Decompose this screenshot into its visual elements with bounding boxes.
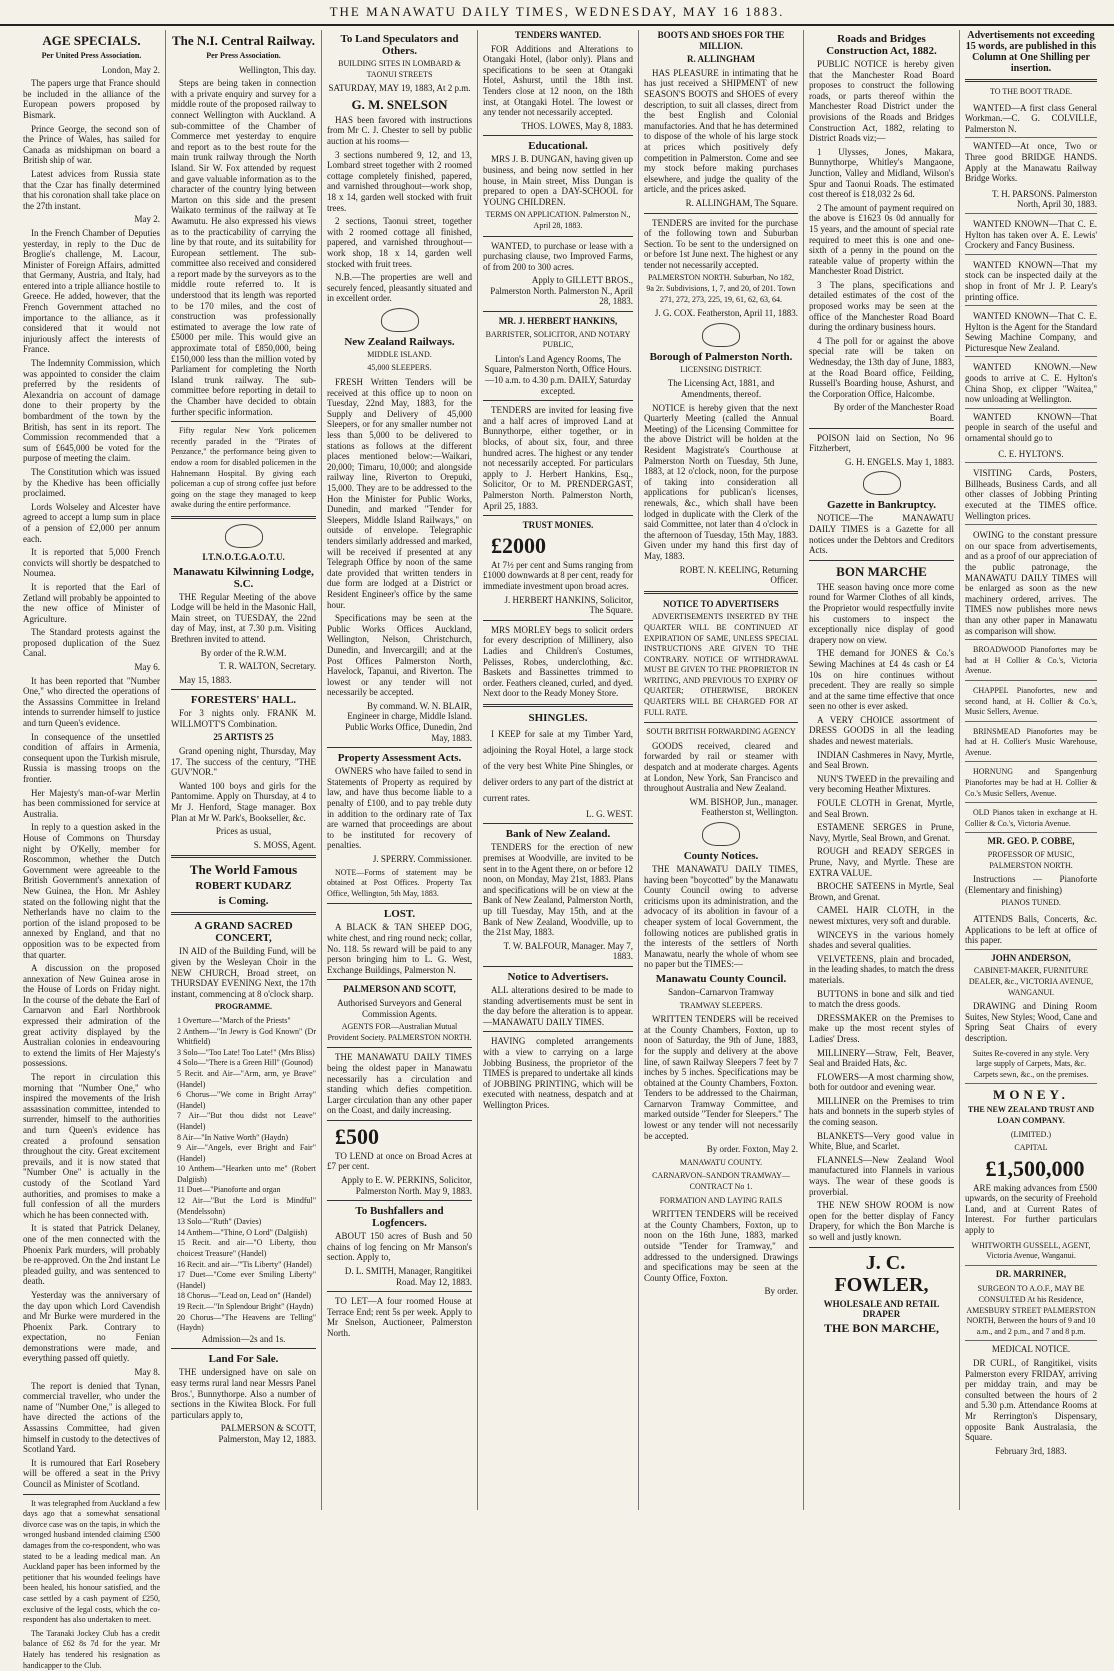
col3-lost-text: A BLACK & TAN SHEEP DOG, white chest, and ring round neck; collar, No. 118. 5s reward will be paid to any person bringing him to L. G. West, Exchange Buildings, Palmerston N.	[327, 922, 472, 975]
divider	[327, 1047, 472, 1048]
col7-curl-date: February 3rd, 1883.	[995, 1445, 1067, 1456]
programme-item: 10 Anthem—"Hearken unto me" (Robert Dalgiish)	[177, 1164, 316, 1184]
col6-bon14: DRESSMAKER on the Premises to make up the most recent styles of Ladies' Dress.	[809, 1012, 954, 1044]
col2-fh-prices: Prices as usual,	[215, 826, 272, 837]
col6-bon12: VELVETEENS, plain and brocaded, in the leading shades, to match the dress materials.	[809, 953, 954, 985]
col1-p2: Prince George, the second son of the Prince of Wales, has sailed for Canada as midshipman on board a British ship of war.	[23, 123, 160, 166]
col5-lic-text: NOTICE is hereby given that the next Quarterly Meeting (called the Annual Meeting) of the Licensing Committee for the above District will be holden at the Resident Magistrate's Courthouse at Palmerston North on Tuesday, 5th June, 1883, at 12 o'clock, noon, for the purpose of taking into consideration all applications for publican's licenses, renewals, &c., which shall have been lodged in duplicate with the Clerk of the said Committee, not later than 4 o'clock in the afternoon of Tuesday, 15th May, 1883. Given under my hand this first day of May, 1883.	[644, 402, 798, 561]
col6-bon15: MILLINERY—Straw, Felt, Beaver, Seal and Braided Hats, &c.	[809, 1047, 954, 1069]
col7-w11: CHAPPEL Pianofortes, new and second hand, at H. Collier & Co.'s, Music Sellers, Avenue.	[965, 684, 1097, 722]
col1-p14: In reply to a question asked in the House of Commons on Thursday night by O'Kelly, member for Roscommon, whether the Dutch Government were agreeable to the British Government's annexation of New Guinea, the Hon. Mr Ashley stated on the following night that the Netherlands have no claim to the portion of the island proposed to be annexed by England, and that no opposition was to be expected from that quarter.	[23, 822, 160, 960]
col3-title: To Land Speculators and Others.	[340, 33, 459, 57]
col5-nta: NOTICE TO ADVERTISERS	[663, 598, 779, 609]
col5-title: BOOTS AND SHOES FOR THE MILLION.	[657, 30, 785, 51]
col6-p4: 3 The plans, specifications and detailed estimates of the cost of the proposed works may be seen at the office of the Manchester Road Board during the ordinary business hours.	[809, 279, 954, 333]
col6-bon6: FOULE CLOTH in Grenat, Myrtle, and Seal Brown.	[809, 798, 954, 819]
col2-land-sig: PALMERSON & SCOTT, Palmerston, May 12, 1883.	[218, 1423, 316, 1444]
col2-p1: Steps are being taken in connection with a private enquiry and survey for a middle route of the proposed railway to connect Wellington with Auckland. A sub-committee of the Chamber of Commerce met yesterday to enquire and report as to the best route for the main trunk railway through the North Island. Sir W. Fox attended by request and gave valuable information as to the character of the country lying between Marton on this side and the present Waikato terminus of the railway at Te Awamutu. He also expressed his views as to the practicability of carrying the line by that route, and its suitability for European settlement. The sub-committee also received and considered a report made by the surveyors as to the middle route referred to. It is understood that its length was reported to be 170 miles, and the cost of construction was professionally estimated to average the low rate of £5000 per mile. This would give an approximate total of £850,000, being £150,000 less than the million voted by Parliament for completing the North Island trunk railway. The sub-committee before reporting in detail to the Chamber have decided to obtain further specific information.	[171, 78, 316, 417]
col7-medical: MEDICAL NOTICE.	[991, 1344, 1071, 1355]
col7-w13: HORNUNG and Spangenburg Pianofortes may be had at H. Collier & Co.'s Music Sellers, Avenue.	[965, 765, 1097, 803]
col4-edu: Educational.	[528, 140, 588, 153]
col3-prop: Property Assessment Acts.	[337, 752, 462, 765]
col6-bon18: BLANKETS—Very good value in White, Blue, and Scarlet.	[809, 1130, 954, 1152]
col1-p4: In the French Chamber of Deputies yesterday, in reply to the Duc de Broglie's challenge, M. Lacour, Minister of Foreign Affairs, admitted that Germany, Austria, and Italy, had entered into a triple alliance hostile to Greece. He added, however, that the French Government attached no importance to the alliance, as it considered that it would not injuriously affect the interests of France.	[23, 227, 160, 355]
programme-item: 7 Air—"But thou didst not Leave" (Handel)	[177, 1111, 316, 1131]
col2-lodge-order: By order of the R.W.M.	[200, 647, 287, 658]
col2-lodge: Manawatu Kilwinning Lodge, S.C.	[173, 565, 314, 590]
divider	[327, 1120, 472, 1121]
col7-limited: (LIMITED.)	[1010, 1129, 1052, 1139]
col6-poison: POISON laid on Section, No 96 Fitzherbert,	[809, 432, 954, 454]
col2-fh-wanted: Wanted 100 boys and girls for the Pantomime. Apply on Thursday, at 4 to Mr J. Henford, Stage manager. Box Plan at Mr W. Park's, Bookseller, &c.	[171, 780, 316, 823]
col4-bank-text: TENDERS for the erection of new premises at Woodville, are invited to be sent in to the Agent there, on or before 12 noon, on Monday, May 21st, 1883. Plans and specifications will be on view at the Bank of New Zealand, Palmerston North, up till Tuesday, May 15th, and at the Bank of New Zealand, Woodville, up to the 21st May, 1883.	[483, 842, 633, 938]
col6-p5: 4 The poll for or against the above special rate will be taken on Wednesday, the 13th day of June, 1883, at the Road Board office, Feilding, Russell's Boarding house, Ashurst, and the Corporation Office, Halcombe.	[809, 335, 954, 399]
col1-p5: The Indemnity Commission, which was appointed to consider the claim preferred by the residents of Alexandria on account of damage done to their property by the bombardment of the town by the British, has sent in its report. The Commission recommended that a sum of £645,000 be voted for the purpose of meeting the claim.	[23, 358, 160, 464]
col4-t-sig: THOS. LOWES, May 8, 1883.	[521, 120, 633, 131]
column-5	[639, 30, 804, 1510]
col1-p12: In consequence of the unsettled condition of affairs in Armenia, consequent upon the Turkish misrule, Russia is massing troops on the frontier.	[23, 731, 160, 784]
col3-ps: PALMERSON AND SCOTT,	[343, 984, 456, 995]
col5-mcc: Manawatu County Council.	[655, 972, 787, 985]
col2-p2: Fifty regular New York policemen recently paraded in the "Pirates of Penzance," the performance being given to endow a room for disabled policemen in the Hahnemann Hospital. By giving each policeman a cup of strong coffee just before going on the stage they managed to keep awake during the entire performance.	[171, 426, 316, 510]
programme-item: 6 Chorus—"We come in Bright Array" (Handel)	[177, 1090, 316, 1110]
col6-p5-sig: By order of the Manchester Road Board.	[833, 402, 954, 423]
col6-p1: PUBLIC NOTICE is hereby given that the Manchester Road Board proposes to construct the following roads, or parts thereof within the Manchester Road District under the provisions of the Roads and Bridges Construction Act, 1882, relating to District Roads viz;—	[809, 59, 954, 144]
col1-p20: It is rumoured that Earl Rosebery will be offered a seat in the Privy Council as Minister of Scotland.	[23, 1457, 160, 1489]
col4-trust-sig: J. HERBERT HANKINS, Solicitor, The Square.	[504, 594, 633, 616]
col7-w4: WANTED KNOWN—That my stock can be inspected daily at the shop in front of Mr J. P. Leary's printing office.	[965, 258, 1097, 306]
col3-auctioneer: G. M. SNELSON	[351, 96, 448, 112]
col1-credit: Per United Press Association.	[41, 51, 142, 60]
col6-bon5: NUN'S TWEED in the prevailing and very becoming Heather Mixtures.	[809, 773, 954, 795]
col4-t-text: FOR Additions and Alterations to Otangaki Hotel, (labor only). Plans and specifications to be seen at Otangaki Hotel, Ashurst, until the 18th inst. Tenders close at 12 noon, on the 18th inst, at Otangaki Hotel. The lowest or any tender not necessarily accepted.	[483, 43, 633, 118]
col3-text1: HAS been favored with instructions from Mr C. J. Chester to sell by public auction at his rooms—	[327, 114, 472, 146]
col4-hankins-title: BARRISTER, SOLICITOR, AND NOTARY PUBLIC,	[485, 329, 631, 350]
col5-lic-sub: The Licensing Act, 1881, and Amendments, thereof.	[667, 378, 775, 400]
column-4	[478, 30, 639, 1510]
col2-concert: A GRAND SACRED CONCERT,	[194, 920, 293, 945]
col7-w7-sig: C. E. HYLTON'S.	[965, 447, 1097, 464]
col3-lot1: 3 sections numbered 9, 12, and 13, Lombard street together with 2 roomed cottage completely finished, papered, and varnished throughout—work shop, 18 x 14, garden well stocked with fruit trees.	[327, 149, 472, 213]
col1-p6: The Constitution which was issued by the Khedive has been officially proclaimed.	[23, 466, 160, 499]
divider	[327, 1291, 472, 1292]
col7-capital: CAPITAL	[1014, 1143, 1048, 1153]
divider	[483, 966, 633, 967]
col7-attends: ATTENDS Balls, Concerts, &c. Applications to be left at office of this paper.	[965, 912, 1097, 950]
col7-w8: VISITING Cards, Posters, Billheads, Business Cards, and all other classes of Jobbing Printing executed at the TIMES office. Wellington prices.	[965, 466, 1097, 525]
col6-gazette: Gazette in Bankruptcy.	[826, 499, 937, 512]
col4-trust-text: At 7½ per cent and Sums ranging from £1000 downwards at 8 per cent, ready for immediate investment upon broad acres.	[483, 559, 633, 591]
programme-item: 8 Air—"In Native Worth" (Haydn)	[177, 1132, 289, 1142]
col6-poison-sig: G. H. ENGELS. May 1, 1883.	[845, 456, 954, 467]
col4-bank: Bank of New Zealand.	[505, 828, 611, 841]
col1-p11: It has been reported that "Number One," who directed the operations of the Assassins Committee in Ireland intends to surrender himself to justice and turn Queen's evidence.	[23, 675, 160, 729]
col6-bon16: FLOWERS—A most charming show, both for outdoor and evening wear.	[809, 1071, 954, 1093]
divider	[483, 515, 633, 516]
col4-hankins: MR. J. HERBERT HANKINS,	[498, 316, 618, 327]
col5-a-text: HAS PLEASURE in intimating that he has just received a SHIPMENT of new SEASON'S BOOTS and SHOES of every description, to suit all classes, direct from the best English and Colonial manufactories. And that he has determined to dispose of the whole of his large stock at prices which positively defy competition in Palmerston. Come and see my stock before making purchases elsewhere, and judge the quality of the article, and the prices asked.	[644, 67, 798, 195]
col7-nz-trust: THE NEW ZEALAND TRUST AND LOAN COMPANY.	[967, 1105, 1095, 1125]
divider	[171, 516, 316, 519]
col6-bon-text: THE season having once more come round for Warmer Clothes of all kinds, the Proprietor would respectfully invite his customers to inspect the exceptionally nice display of good drapery now on view.	[809, 581, 954, 645]
col3-when: SATURDAY, MAY 19, 1883, At 2 p.m.	[328, 83, 471, 94]
col3-bush-sig: D. L. SMITH, Manager, Rangitikei Road. May 12, 1883.	[344, 1266, 472, 1287]
col3-prop-sig: J. SPERRY. Commissioner.	[372, 854, 472, 864]
col7-w14: OLD Pianos taken in exchange at H. Collier & Co.'s, Victoria Avenue.	[965, 806, 1097, 833]
col4-trust-amt: £2000	[491, 532, 546, 558]
col5-sb-text: GOODS received, cleared and forwarded by rail or steamer with despatch and at moderate charges. Agents at London, New York, San Francisco and throughout Australia and New Zealand.	[644, 740, 798, 794]
divider	[809, 428, 954, 429]
col4-jobbing: HAVING completed arrangements with a view to carrying on a large Jobbing Business, the proprietor of the TIMES is prepared to undertake all kinds of JOBBING PRINTING, which will be executed with neatness, despatch and at Wellington Prices.	[483, 1036, 633, 1110]
coat-of-arms-icon	[381, 308, 419, 332]
col3-lend-text: TO LEND at once on Broad Acres at £7 per cent.	[327, 1150, 472, 1172]
col6-bon10: CAMEL HAIR CLOTH, in the newest mixtures, very soft and durable.	[809, 905, 954, 926]
programme-item: 9 Air—"Angels, ever Bright and Fair" (Handel)	[177, 1143, 316, 1163]
programme-item: 11 Duet—"Pianoforte and organ	[177, 1185, 281, 1195]
col4-morley: MRS MORLEY begs to solicit orders for every description of Millinery, also Ladies and Children's Costumes, Pelisses, Robes, underclothing, &c. Baskets and Bassinettes trimmed to order. Feathers cleaned, curled, and dyed. Next door to the Ready Money Store.	[483, 624, 633, 699]
col7-w1: WANTED—A first class General Workman.—C. G. COLVILLE, Palmerston N.	[965, 101, 1097, 139]
col2-fh-artists: 25 ARTISTS 25	[213, 732, 274, 743]
divider	[644, 591, 798, 594]
col5-tenders-list: PALMERSTON NORTH. Suburban, No 182, 9a 2r. Subdivisions, 1, 7, and 20, of 201. Town 271, 272, 273, 225, 19, 61, 62, 63, 64.	[646, 273, 796, 304]
divider	[171, 421, 316, 422]
col5-form-sig: By order.	[764, 1286, 798, 1297]
col1-p7: Lords Wolseley and Alcester have agreed to accept a lump sum in place of a pension of £2,000 per annum each.	[23, 501, 160, 544]
programme-item: 4 Solo—"There is a Green Hill" (Gounod)	[177, 1058, 313, 1068]
col1-p1: The papers urge that France should be included in the alliance of the European powers proposed by Bismark.	[23, 78, 160, 120]
col3-ps-text: Authorised Surveyors and General Commission Agents.	[337, 997, 462, 1019]
col3-rail: New Zealand Railways.	[344, 335, 455, 348]
col5-county: County Notices.	[683, 850, 759, 862]
col5-allingham: R. ALLINGHAM	[686, 54, 755, 65]
divider	[483, 400, 633, 401]
column-6	[804, 30, 960, 1510]
col7-nz-sig: WHITWORTH GUSSELL, AGENT, Victoria Avenue, Wanganui.	[965, 1239, 1097, 1266]
col1-p8: It is reported that 5,000 French convicts will shortly be despatched to Noumea.	[23, 547, 160, 579]
divider	[171, 689, 316, 690]
divider	[483, 135, 633, 136]
col6-p3: 2 The amount of payment required on the above is £1623 0s 0d annually for 15 years, and the amount of special rate required to meet this is one and one-sixth of a penny in the pound on the rateable value of property within the Manchester Road District.	[809, 202, 954, 277]
col3-rail-text: FRESH Written Tenders will be received at this office up to noon on Tuesday, 22nd May, 1883, for the Supply and Delivery of 45,000 Sleepers, or for any smaller number not less than 5,000 to be delivered to stations as follows at the different places mentioned below:—Waikari, 20,000; Timaru, 10,000; and alongside railway line, Riverton to Orepuki, 15,000. They are to be addressed to the Hon the Minister for Public Works, Dunedin, and marked "Tender for Sleepers, Middle Island Railways," on outside of envelope. Telegraphic tenders similarly addressed and marked, will be received if presented at any Telegraph Office by noon of the same date provided that written tenders in due form are lodged at a District or Resident Engineer's office by the same hour.	[327, 377, 472, 610]
divider	[965, 79, 1097, 82]
col6-fowler-shop: THE BON MARCHE,	[823, 1320, 939, 1335]
programme-item: 1 Overture—"March of the Priests"	[177, 1015, 291, 1025]
col4-trust: TRUST MONIES.	[522, 520, 594, 531]
programme-item: 14 Anthem—"Thine, O Lord" (Dalgiish)	[177, 1227, 308, 1237]
col3-rail-text2: Specifications may be seen at the Public Works Offices Auckland, Wellington, Nelson, Christchurch, Dunedin, and Invercargill; and at the Post Offices Palmerston North, Havelock, Tapanui, and Riverton. The lowest or any tender will not necessarily be accepted.	[327, 613, 472, 698]
col2-iot: I.T.N.O.T.G.A.O.T.U.	[202, 551, 285, 562]
col5-sb-sig: WM. BISHOP, Jun., manager. Featherston st, Wellington.	[689, 796, 798, 818]
col5-tenders-sig: J. G. COX. Featherston, April 11, 1883.	[654, 308, 798, 319]
col4-notice: Notice to Advertisers.	[507, 971, 609, 983]
col7-w6: WANTED KNOWN.—New goods to arrive at C. E. Hylton's China Shop, ex clipper "Waitea," now unloading at Wellington.	[965, 360, 1097, 408]
col7-cobbe-text: Instructions — Pianoforte (Elementary and finishing)	[965, 874, 1097, 895]
col7-anderson-t: CABINET-MAKER, FURNITURE DEALER, &c., VICTORIA AVENUE, WANGANUI.	[968, 966, 1094, 997]
col1-title: AGE SPECIALS.	[42, 33, 141, 48]
col7-marriner-t: SURGEON TO A.O.F., MAY BE CONSULTED At his Residence, AMESBURY STREET PALMERSTON NORTH, Between the hours of 9 and 10 a.m., and 2 p.m., and 7 and 8 p.m.	[965, 1282, 1097, 1341]
col5-sb: SOUTH BRITISH FORWARDING AGENCY	[646, 727, 796, 737]
col3-sub: BUILDING SITES IN LOMBARD & TAONUI STREETS	[338, 59, 461, 79]
col3-lend-sig: Apply to E. W. PERKINS, Solicitor, Palmerston North. May 9, 1883.	[341, 1175, 472, 1196]
column-7	[960, 30, 1102, 1510]
col2-concert-text: IN AID of the Building Fund, will be given by the Wesleyan Choir in the NEW CHURCH, Broad street, on THURSDAY EVENING Next, the 17th instant, commencing at 8 o'clock sharp.	[171, 946, 316, 999]
col4-edu-text: MRS J. B. DUNGAN, having given up business, and being now settled in her house, in Main street, Miss Dungan is prepared to open a DAY-SCHOOL for YOUNG CHILDREN.	[483, 154, 633, 207]
programme-item: 13 Solo—"Ruth" (Davies)	[177, 1217, 262, 1227]
col5-county-text: THE MANAWATU DAILY TIMES, having been "boycotted" by the Manawatu County Council owing to adverse criticisms upon its administration, and the advocacy of its abolition in favour of a cheaper system of local Government, the following notices are published gratis in the interests of the settlers of North Manawatu, nearly the whole of whom see no paper but the TIMES:—	[644, 864, 798, 970]
col5-form-text: WRITTEN TENDERS will be received at the County Chambers, Foxton, up to noon on the 16th June, 1883, marked outside "Tender for Tramway," and addressed to the undersigned. Drawings and specifications may be seen at the County Office, Foxton.	[644, 1209, 798, 1283]
divider	[483, 620, 633, 621]
col5-borough: Borough of Palmerston North.	[649, 350, 793, 363]
col4-wanted-sig: Apply to GILLETT BROS., Palmerston North. Palmerston N., April 28, 1883.	[490, 275, 633, 307]
divider	[483, 704, 633, 707]
col4-title: TENDERS WANTED.	[514, 30, 602, 40]
col7-anderson-text: DRAWING and Dining Room Suites, New Styles; Wood, Cane and Spring Seat Chairs of every description.	[965, 1001, 1097, 1043]
col6-bon11: WINCEYS in the various homely shades and several qualities.	[809, 929, 954, 951]
col3-bush: To Bushfallers and Logfencers.	[355, 1205, 444, 1230]
col7-w12: BRINSMEAD Pianofortes may be had at H. Collier's Music Warehouse, Avenue.	[965, 725, 1097, 763]
coat-of-arms-icon	[702, 822, 740, 846]
col1-p19: The report is denied that Tynan, commercial traveller, who under the name of "Number One," is alleged to have directed the actions of the Assassins Committee, had given himself in custody to the detectives of Scotland Yard.	[23, 1380, 160, 1455]
col5-lic-sig: ROBT. N. KEELING, Returning Officer.	[679, 564, 798, 586]
col2-dateline: Wellington, This day.	[238, 64, 316, 75]
col7-cobbe-t: PROFESSOR OF MUSIC, PALMERSTON NORTH.	[987, 850, 1075, 870]
col6-gaz-text: NOTICE—The MANAWATU DAILY TIMES is a Gazette for all notices under the Debtors and Creditors Acts.	[809, 513, 954, 556]
col3-sleepers: 45,000 SLEEPERS.	[367, 363, 432, 373]
coat-of-arms-icon	[863, 471, 901, 495]
col3-nb: N.B.—The properties are well and securely fenced, pleasantly situated and in excellent order.	[327, 272, 472, 304]
divider	[171, 912, 316, 915]
coat-of-arms-icon	[702, 323, 740, 347]
col7-w10: BROADWOOD Pianofortes may be had at H Collier & Co.'s, Victoria Avenue.	[965, 643, 1097, 681]
col4-tenders2: TENDERS are invited for leasing five and a half acres of improved Land at Bunnythorpe, either together, or in blocks, of about six, four, and three hundred acres. The highest or any tender not necessarily accepted. For particulars apply to J. Herbert Hankins, Esq., Solicitor, Or to M. PRENDERGAST, Palmerston North. Palmerston North, April 25, 1883.	[483, 405, 633, 511]
programme-item: 15 Recit. and air—"O Liberty, thou choicest Treasure" (Handel)	[177, 1238, 316, 1259]
col5-mc: MANAWATU COUNTY.	[679, 1157, 763, 1167]
divider	[483, 823, 633, 824]
col6-bon17: MILLINER on the Premises to trim hats and bonnets in the superb styles of the coming season.	[809, 1095, 954, 1128]
col5-nta-text: ADVERTISEMENTS INSERTED BY THE QUARTER WILL BE CONTINUED AT EXPIRATION OF SAME, UNLESS SPECIAL INSTRUCTIONS ARE GIVEN TO THE CONTRARY. NOTICE OF WITHDRAWAL MUST BE GIVEN TO THE PROPRIETOR IN WRITING, AND PREVIOUS TO EXPIRY OF QUARTER; OTHERWISE, BROKEN QUARTERS WILL BE CHARGED FOR AT FULL RATE.	[644, 612, 798, 717]
divider	[327, 747, 472, 748]
col2-credit: Per Press Association.	[206, 51, 281, 60]
programme-item: 3 Solo—"Too Late! Too Late!" (Mrs Bliss)	[177, 1047, 315, 1057]
col6-bon7: ESTAMENE SERGES in Prune, Navy, Myrtle, Seal Brown, and Grenat.	[809, 822, 954, 843]
programme-item: 17 Duet—"Come ever Smiling Liberty" (Handel)	[177, 1270, 316, 1290]
divider	[171, 855, 316, 858]
col1-p16: The report in circulation this morning that "Number One," who inspired the movements of the Irish assassination committee, intended to surrender, himself to the authorities and turn Queen's evidence has created a profound sensation throughout the city. Great excitement prevails, and it is now stated that "Number One" is actually in the custody of the Scotland Yard authorities, and promises to make a full confession of all the murders which he has been connected with.	[23, 1072, 160, 1220]
col2-kudarz: ROBERT KUDARZ	[195, 880, 292, 893]
col3-lot2: 2 sections, Taonui street, together with 2 roomed cottage all finished, papered, and varnished throughout—work shop, 18 x 14, garden well stocked with fruit trees.	[327, 216, 472, 269]
divider	[483, 1031, 633, 1032]
divider	[327, 979, 472, 980]
col1-p18: Yesterday was the anniversary of the day upon which Lord Cavendish and Mr Burke were murdered in the Phoenix Park. Contrary to expectation, no Fenian demonstrations were made, and everything passed off quietly.	[23, 1289, 160, 1364]
col3-mdt: THE MANAWATU DAILY TIMES being the oldest paper in Manawatu necessarily has a circulation and standing which defies competition. Larger circulation than any other paper on the Coast, and daily increasing.	[327, 1052, 472, 1116]
col1-p3: Latest advices from Russia state that the Czar has finally determined that his coronation shall take place on the 27th instant.	[23, 168, 160, 211]
col2-prog-title: PROGRAMME.	[214, 1002, 273, 1012]
col7-money: MONEY.	[993, 1087, 1069, 1103]
col1-date3: May 6.	[134, 662, 160, 673]
col2-lodge-date: May 15, 1883.	[179, 674, 232, 685]
column-3	[322, 30, 478, 1510]
col5-tram-text: WRITTEN TENDERS will be received at the County Chambers, Foxton, up to noon of Saturday, the 9th of June, 1883, for the supply and delivery at the above line, of sawn Railway Sleepers 7 feet by 7 inches by 5 inches. Specifications may be obtained at the County Chambers, Foxton. Tenders to be addressed to the Chairman, Carnarvon Tramway Committee, and marked outside "Tender for Sleepers." The lowest or any tender will not necessarily be accepted.	[644, 1014, 798, 1141]
col1-p22: The Taranaki Jockey Club has a credit balance of £62 8s 7d for the year. Mr Hately has tendered his resignation as handicapper to the Club.	[23, 1628, 160, 1670]
col1-date2: May 2.	[134, 214, 160, 225]
col6-bon3: A VERY CHOICE assortment of DRESS GOODS in all the leading shades and newest materials.	[809, 714, 954, 747]
col7-curl: DR CURL, of Rangitikei, visits Palmerston every FRIDAY, arriving per midday train, and may be consulted between the hours of 2 and 5.30 p.m. Attendance Rooms at Mr Rerrington's Dispensary, opposite Bank Australasia, the Square.	[965, 1358, 1097, 1443]
col5-csw: CARNARVON–SANDON TRAMWAY—CONTRACT No 1.	[652, 1171, 790, 1192]
divider	[327, 1200, 472, 1201]
col6-fowler-sub: WHOLESALE AND RETAIL DRAPER	[823, 1298, 940, 1320]
divider	[23, 1494, 160, 1495]
divider	[483, 236, 633, 237]
col1-p9: It is reported that the Earl of Zetland will probably be appointed to the new office of Minister of Agriculture.	[23, 581, 160, 624]
col6-title: Roads and Bridges Construction Act, 1882.	[826, 33, 937, 57]
col6-bon: BON MARCHE	[836, 563, 927, 579]
col7-w5: WANTED KNOWN—That C. E. Hylton is the Agent for the Standard Sewing Machine Company, and Picturesque New Zealand.	[965, 309, 1097, 357]
col7-capital-amt: £1,500,000	[985, 1155, 1085, 1181]
col6-fowler: J. C. FOWLER,	[834, 1251, 929, 1296]
col2-land-text: THE undersigned have on sale on easy terms rural land near Messrs Panel Bros.', Bunnythorpe. Also a number of sections in the Kiwitea Block. For full particulars apply to,	[171, 1367, 316, 1420]
col2-fh-sig: S. MOSS, Agent.	[253, 839, 316, 850]
col3-lost: LOST.	[383, 908, 416, 921]
col5-licensing: LICENSING DISTRICT.	[680, 364, 762, 374]
col7-w2-sig: T. H. PARSONS. Palmerston North, April 30, 1883.	[965, 187, 1097, 214]
col5-tram-sig: By order. Foxton, May 2.	[706, 1144, 798, 1155]
col7-w2: WANTED—At once, Two or Three good BRIDGE HANDS. Apply at the Manawatu Railway Bridge Works.	[965, 141, 1097, 184]
programme-item: 12 Air—"But the Lord is Mindful" (Mendelssohn)	[177, 1196, 316, 1216]
col7-pianos: PIANOS TUNED.	[1001, 898, 1061, 908]
col2-fh-text: For 3 nights only. FRANK M. WILLMOTT'S Combination.	[171, 708, 316, 729]
col7-w3: WANTED KNOWN—That C. E. Hylton has taken over A. E. Lewis' Crockery and Fancy Business.	[965, 217, 1097, 255]
col4-wanted: WANTED, to purchase or lease with a purchasing clause, two Improved Farms, of from 200 to 300 acres.	[483, 240, 633, 272]
col4-shingles-sig: L. G. WEST.	[586, 808, 633, 819]
col7-w7: WANTED KNOWN—That people in search of the useful and ornamental should go to	[965, 411, 1097, 444]
masonic-emblem-icon	[225, 524, 263, 548]
col6-bon19: FLANNELS—New Zealand Wool manufactured into Flannels in various ways. The wear of these goods is proverbial.	[809, 1154, 954, 1197]
programme-item: 18 Chorus—"Lead on, Lead on" (Handel)	[177, 1291, 312, 1301]
programme-item: 5 Recit. and Air—"Arm, arm, ye Brave" (Handel)	[177, 1068, 316, 1089]
col2-fh-opening: Grand opening night, Thursday, May 17. The success of the century, "THE GUV'NOR."	[171, 746, 316, 778]
col2-title: The N.I. Central Railway.	[172, 33, 315, 48]
col7-w9: OWING to the constant pressure on our space from advertisements, and as a proof of our appreciation of the public patronage, the MANAWATU DAILY TIMES will be enlarged as soon as the new machinery ordered, arrives. The TIMES now publishes more news than any other paper in Manawatu as comparison will show.	[965, 528, 1097, 640]
col3-island: MIDDLE ISLAND.	[367, 349, 432, 359]
col2-lodge-sig: T. R. WALTON, Secretary.	[219, 661, 316, 672]
divider	[809, 560, 954, 561]
programme-item: 2 Anthem—"In Jewry is God Known" (Dr Whitfield)	[177, 1026, 316, 1047]
col1-p13: Her Majesty's man-of-war Merlin has been commissioned for service at Australia.	[23, 787, 160, 819]
programme-item: 16 Recit. and air—"'Tis Liberty" (Handel)	[177, 1259, 312, 1269]
col3-let: TO LET—A four roomed House at Terrace End; rent 5s per week. Apply to Mr Snelson, Auctioneer, Palmerston North.	[327, 1296, 472, 1338]
divider	[809, 1247, 954, 1248]
col1-p17: It is stated that Patrick Delaney, one of the men connected with the Phoenix Park murders, will probably be re-approved. On the 2nd instant Le pleaded guilty, and was sentenced to death.	[23, 1223, 160, 1287]
col2-land: Land For Sale.	[208, 1353, 279, 1366]
column-2	[166, 30, 322, 1510]
col2-lodge-text: THE Regular Meeting of the above Lodge will be held in the Masonic Hall, Main street, on TUESDAY, the 22nd day of May, inst, at 7.30 p.m. Visiting Brethren invited to attend.	[171, 591, 316, 644]
col5-tenders: TENDERS are invited for the purchase of the following town and Suburban Section. To be sent to the undersigned on or before 1st June next. The highest or any tender not necessarily accepted.	[644, 217, 798, 270]
col4-hankins-text: Linton's Land Agency Rooms, The Square, Palmerston North, Office Hours.—10 a.m. to 4.30 p.m. DAILY, Saturday excepted.	[484, 353, 632, 396]
masthead: THE MANAWATU DAILY TIMES, WEDNESDAY, MAY 16 1883.	[0, 0, 1114, 26]
divider	[327, 903, 472, 904]
col3-bush-text: ABOUT 150 acres of Bush and 50 chains of log fencing on Mr Manson's section. Apply to,	[327, 1231, 472, 1263]
col3-ps-agents: AGENTS FOR—Australian Mutual Provident Society. PALMERSTON NORTH.	[327, 1022, 472, 1042]
col6-bon20: THE NEW SHOW ROOM is now open for the better display of Fancy Drapery, for which the Bon Marche is so well and justly known.	[809, 1200, 954, 1242]
col2-foresters: FORESTERS' HALL.	[190, 694, 297, 707]
col5-form: FORMATION AND LAYING RAILS	[659, 1195, 783, 1205]
col4-edu-terms: TERMS ON APPLICATION. Palmerston N., April 28, 1883.	[485, 210, 631, 230]
programme-list	[171, 1016, 316, 1334]
col6-bon9: BROCHE SATEENS in Myrtle, Seal Brown, and Grenat.	[809, 881, 954, 902]
col4-bank-sig: T. W. BALFOUR, Manager. May 7, 1883.	[503, 940, 633, 962]
col1-date4: May 8.	[134, 1367, 160, 1378]
col3-lend: £500	[335, 1123, 379, 1149]
col7-trade: TO THE BOOT TRADE.	[989, 87, 1073, 96]
col2-admission: Admission—2s and 1s.	[201, 1333, 286, 1344]
col3-rail-sig: By command. W. N. BLAIR, Engineer in charge, Middle Island. Public Works Office, Dunedin, 2nd May, 1883.	[345, 700, 472, 743]
col7-cobbe: MR. GEO. P. COBBE,	[987, 836, 1075, 847]
col7-anderson2: Suites Re-covered in any style. Very large supply of Carpets, Mats, &c. Carpets sewn, &c., on the premises.	[965, 1047, 1097, 1085]
programme-item: 20 Chorus—"The Heavens are Telling" (Haydn)	[177, 1312, 316, 1333]
col2-worldfamous: The World Famous	[189, 862, 298, 878]
col7-marriner: DR. MARRINER,	[995, 1268, 1067, 1279]
col4-shingles-text: I KEEP for sale at my Timber Yard, adjoining the Royal Hotel, a large stock of the very best White Pine Shingles, or deliver orders to any part of the district at current rates.	[483, 728, 633, 803]
col3-prop-text: OWNERS who have failed to send in Statements of Property as required by law, and have thus become liable to a penalty of £100, and to pay treble duty in addition to the ordinary rate of Tax are warned that proceedings are about to be instituted for recovery of penalties.	[327, 766, 472, 851]
columns	[18, 30, 1102, 1670]
col6-bon2: THE demand for JONES & Co.'s Sewing Machines at £4 4s cash or £4 10s on hire continues without precedent. They are really so simple and at the same time effective that once seen no other is ever asked.	[809, 648, 954, 712]
col6-bon8: ROUGH and READY SERGES in Prune, Navy, and Myrtle. These are EXTRA VALUE.	[809, 846, 954, 878]
column-1	[18, 30, 166, 1670]
col2-coming: is Coming.	[218, 895, 269, 908]
col4-notice-text: ALL alterations desired to be made to standing advertisements must be sent in the day before the alteration is to appear.—MANAWATU DAILY TIMES.	[483, 985, 633, 1027]
col5-tramway: TRAMWAY SLEEPERS.	[679, 1000, 763, 1010]
col5-a-sig: R. ALLINGHAM, The Square.	[685, 197, 798, 208]
col5-sct: Sandon–Carnarvon Tramway	[668, 986, 774, 997]
col1-p21: It was telegraphed from Auckland a few days ago that a somewhat sensational divorce case was on the tapis, in which the wronged husband intended claiming £500 damages from the co-respondent, who was stated to be a leading medical man. An Auckland paper has been informed by the petitioner that his wounded feelings have been healed, his honour satisfied, and the case settled by a cash payment of £250, exclusive of the legal costs, which the co-respondent has also undertaken to meet.	[23, 1498, 160, 1625]
col7-title: Advertisements not exceeding 15 words, are published in this Column at One Shilling per insertion.	[965, 30, 1097, 74]
col7-anderson: JOHN ANDERSON,	[991, 952, 1071, 963]
col4-shingles: SHINGLES.	[528, 711, 588, 724]
col7-nz-text: ARE making advances from £500 upwards, on the security of Freehold Land, and at Current Rates of Interest. For further particulars apply to	[965, 1182, 1097, 1236]
col1-p15: A discussion on the proposed annexation of New Guinea arose in the House of Lords on Friday night. In the course of the debate the Earl of Carnarvon and Earl Northbrook expressed their admiration of the great activity displayed by the Australian colonies in endeavouring to extend the limits of Her Majesty's possessions.	[23, 963, 160, 1069]
divider	[171, 1348, 316, 1349]
divider	[644, 722, 798, 723]
col6-bon4: INDIAN Cashmeres in Navy, Myrtle, and Seal Brown.	[809, 749, 954, 771]
divider	[483, 311, 633, 312]
col6-p2: 1 Ulysses, Jones, Makara, Bunnythorpe, Whitley's Mangaone, Junction, Valley and Midland, Wilson's Spur and Taonui Roads. The estimated cost thereof is £18,032 2s 6d.	[809, 146, 954, 200]
col3-prop-note: NOTE—Forms of statement may be obtained at Post Offices. Property Tax Office, Wellington, 5th May, 1883.	[327, 867, 472, 898]
col1-dateline: London, May 2.	[102, 64, 160, 75]
divider	[644, 213, 798, 214]
col6-bon13: BUTTONS in bone and silk and tied to match the dress goods.	[809, 988, 954, 1010]
programme-item: 19 Recit.—"In Splendour Bright" (Haydn)	[177, 1302, 314, 1311]
col1-p10: The Standard protests against the proposed duplication of the Suez Canal.	[23, 627, 160, 659]
